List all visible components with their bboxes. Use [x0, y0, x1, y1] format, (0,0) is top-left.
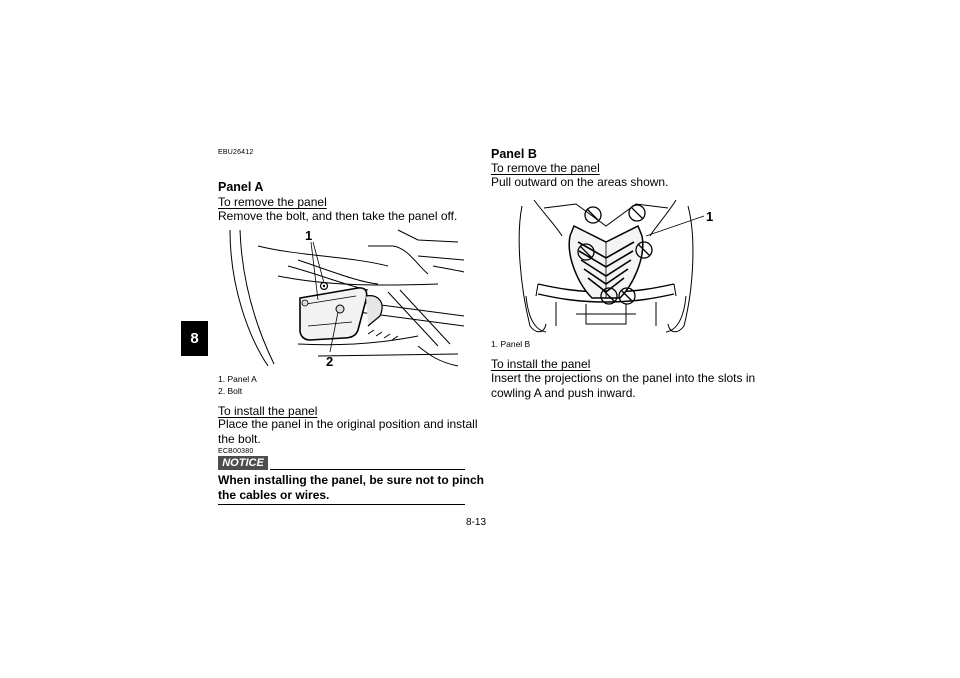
- panel-b-heading: Panel B: [491, 147, 537, 161]
- notice-code: ECB00380: [218, 448, 254, 455]
- panel-b-remove-text: Pull outward on the areas shown.: [491, 175, 669, 189]
- panel-a-install-text-1: Place the panel in the original position and install: [218, 417, 478, 431]
- panel-a-install-text-2: the bolt.: [218, 432, 261, 446]
- panel-a-remove-text: Remove the bolt, and then take the panel off.: [218, 209, 458, 223]
- figure-label-2: 2: [326, 354, 334, 369]
- panel-b-plate-icon: [569, 226, 643, 298]
- figure-label-panel-b: 1: [706, 209, 714, 224]
- caption-bolt: 2. Bolt: [218, 386, 243, 396]
- bolt-icon: [321, 283, 328, 290]
- panel-a-remove-subheading: To remove the panel: [218, 195, 327, 209]
- panel-a-heading: Panel A: [218, 180, 264, 194]
- caption-panel-a: 1. Panel A: [218, 374, 257, 384]
- notice-text-1: When installing the panel, be sure not to pinch: [218, 473, 485, 487]
- panel-a-illustration: [218, 226, 466, 370]
- panel-a-plate-icon: [300, 288, 382, 340]
- caption-panel-b: 1. Panel B: [491, 339, 531, 349]
- page-number: 8-13: [466, 517, 487, 528]
- notice-badge: NOTICE: [218, 456, 268, 470]
- notice-bottom-rule: [218, 504, 465, 505]
- chapter-tab: 8: [181, 321, 208, 356]
- figure-label-1: 1: [305, 228, 313, 243]
- section-code: EBU26412: [218, 149, 254, 156]
- notice-text-2: the cables or wires.: [218, 488, 330, 502]
- panel-b-illustration: [516, 196, 726, 336]
- panel-b-install-text-2: cowling A and push inward.: [491, 386, 636, 400]
- panel-b-install-subheading: To install the panel: [491, 357, 591, 371]
- fender-edge-icon: [230, 230, 268, 366]
- panel-b-remove-subheading: To remove the panel: [491, 161, 600, 175]
- notice-top-rule: [270, 469, 465, 470]
- panel-a-install-subheading: To install the panel: [218, 404, 318, 418]
- panel-b-install-text-1: Insert the projections on the panel into the slots in: [491, 371, 756, 385]
